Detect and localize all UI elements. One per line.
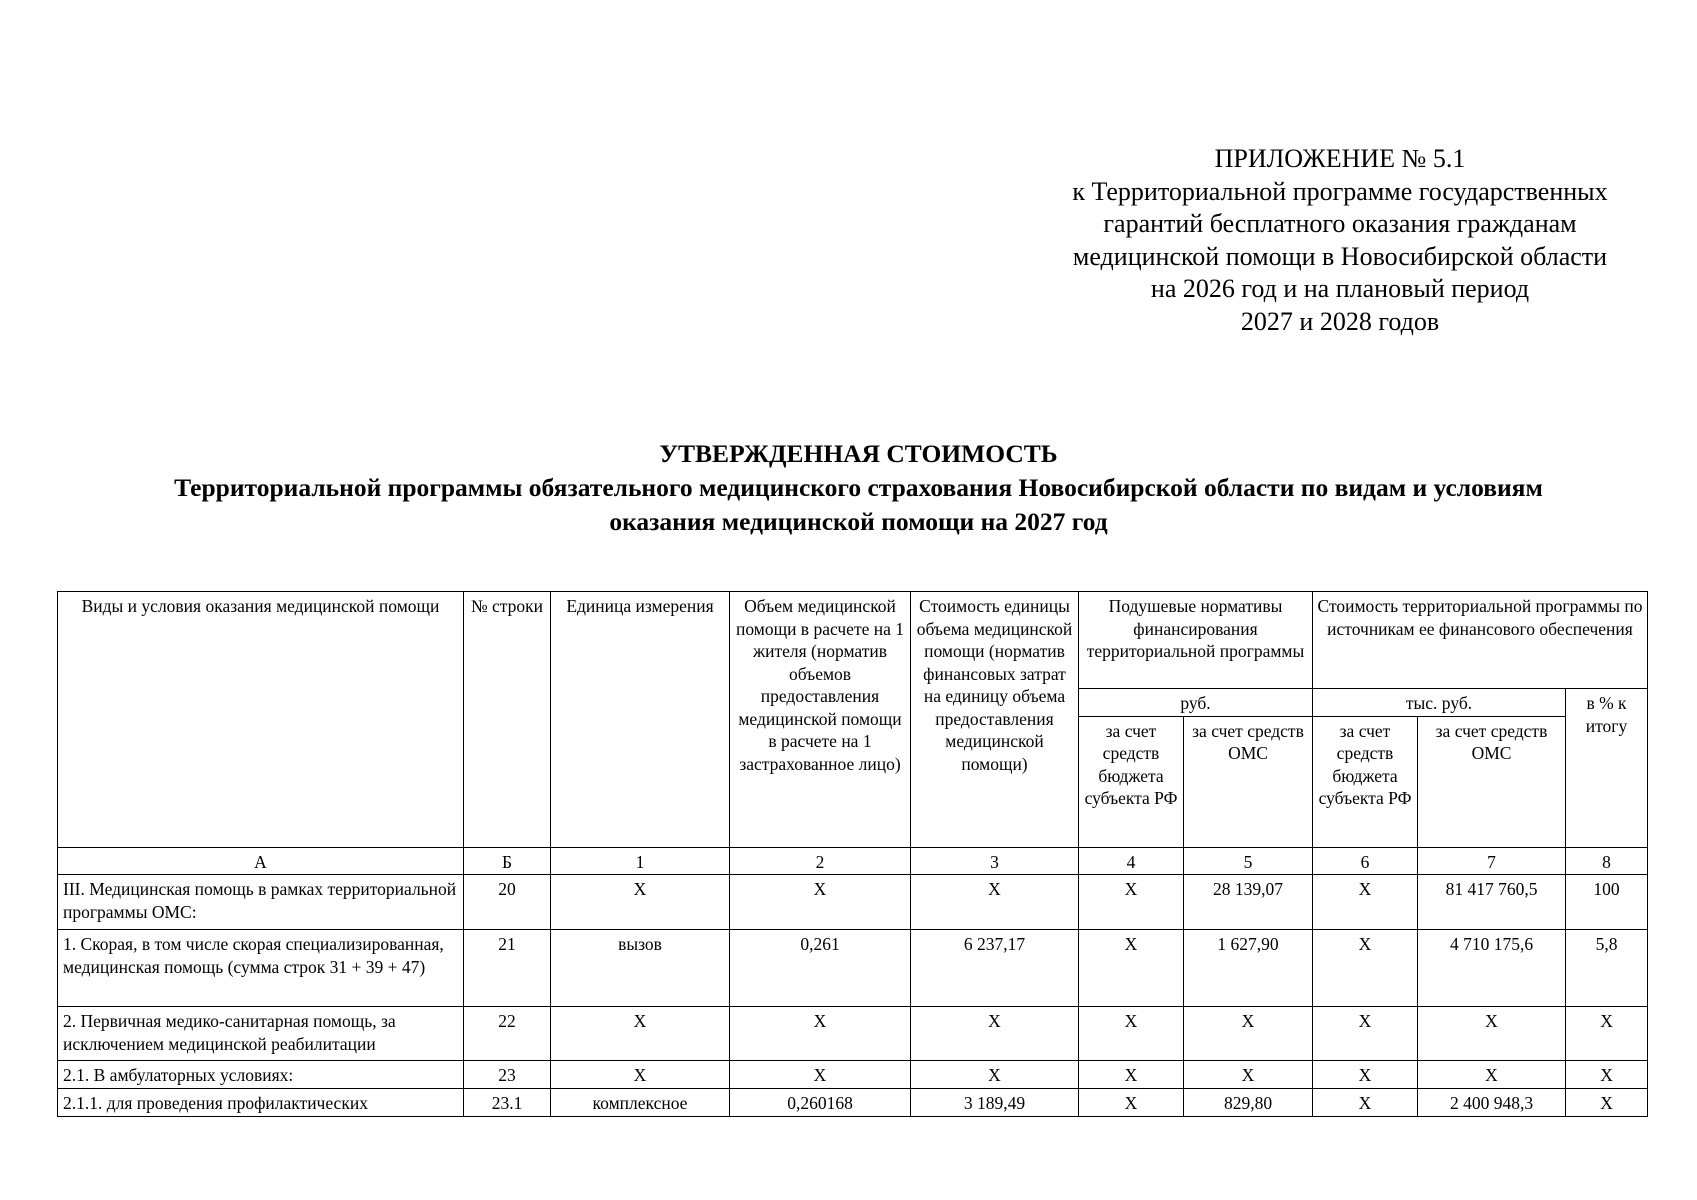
row-cell: Х <box>730 1061 911 1089</box>
row-cell: Х <box>1079 1089 1184 1117</box>
row-cell: 23.1 <box>464 1089 551 1117</box>
document-subtitle-line-1: Территориальной программы обязательного медицинского страхования Новосибирской области по видам и условиям <box>174 473 1543 502</box>
row-cell: Х <box>1418 1007 1566 1061</box>
row-cell: вызов <box>551 930 730 1007</box>
row-cell: Х <box>730 875 911 930</box>
column-index: 6 <box>1313 847 1418 875</box>
row-cell: Х <box>1313 1089 1418 1117</box>
row-cell: 829,80 <box>1184 1089 1313 1117</box>
row-cell: Х <box>1079 1007 1184 1061</box>
row-cell: Х <box>1184 1061 1313 1089</box>
row-cell: 3 189,49 <box>911 1089 1079 1117</box>
row-cell: Х <box>730 1007 911 1061</box>
row-cell: Х <box>911 1007 1079 1061</box>
row-cell: Х <box>551 1007 730 1061</box>
row-name: III. Медицинская помощь в рамках территориальной программы ОМС: <box>58 875 464 930</box>
appendix-line: ПРИЛОЖЕНИЕ № 5.1 <box>1214 144 1466 173</box>
row-cell: 81 417 760,5 <box>1418 875 1566 930</box>
header-program-cost: Стоимость территориальной программы по источникам ее финансового обеспечения <box>1313 592 1648 689</box>
row-cell: Х <box>1184 1007 1313 1061</box>
row-cell: Х <box>1313 1061 1418 1089</box>
column-index: А <box>58 847 464 875</box>
column-index: 2 <box>730 847 911 875</box>
row-name: 2.1.1. для проведения профилактических <box>58 1089 464 1117</box>
column-index: 7 <box>1418 847 1566 875</box>
appendix-line: гарантий бесплатного оказания гражданам <box>1103 209 1577 238</box>
row-cell: 21 <box>464 930 551 1007</box>
row-cell: Х <box>1313 930 1418 1007</box>
header-oms-rub: за счет средств ОМС <box>1184 716 1313 847</box>
row-cell: Х <box>911 1061 1079 1089</box>
row-cell: 22 <box>464 1007 551 1061</box>
column-index: 5 <box>1184 847 1313 875</box>
row-cell: Х <box>1079 930 1184 1007</box>
table-row <box>58 930 1648 1007</box>
header-budget-rub: за счет средств бюджета субъекта РФ <box>1079 716 1184 847</box>
header-kind: Виды и условия оказания медицинской помощи <box>58 592 464 848</box>
appendix-line: на 2026 год и на плановый период <box>1150 274 1530 303</box>
row-name: 2. Первичная медико-санитарная помощь, за исключением медицинской реабилитации <box>58 1007 464 1061</box>
row-cell: 100 <box>1566 875 1648 930</box>
row-cell: 4 710 175,6 <box>1418 930 1566 1007</box>
column-index: Б <box>464 847 551 875</box>
header-thousand-rub: тыс. руб. <box>1313 689 1566 717</box>
row-cell: Х <box>1566 1007 1648 1061</box>
row-name: 1. Скорая, в том числе скорая специализированная, медицинская помощь (сумма строк 31 + 39 + 47) <box>58 930 464 1007</box>
row-cell: Х <box>1313 875 1418 930</box>
row-cell: Х <box>1079 1061 1184 1089</box>
column-index: 4 <box>1079 847 1184 875</box>
header-per-capita: Подушевые нормативы финансирования территориальной программы <box>1079 592 1313 689</box>
table-row <box>58 875 1648 930</box>
row-cell: Х <box>1313 1007 1418 1061</box>
header-budget-thousand: за счет средств бюджета субъекта РФ <box>1313 716 1418 847</box>
header-unit-cost: Стоимость единицы объема медицинской помощи (норматив финансовых затрат на единицу объема предоставления медицинской помощи) <box>911 592 1079 848</box>
row-cell: 5,8 <box>1566 930 1648 1007</box>
row-cell: 2 400 948,3 <box>1418 1089 1566 1117</box>
header-row-top <box>58 592 1648 689</box>
appendix-line: медицинской помощи в Новосибирской области <box>1072 241 1608 271</box>
row-cell: Х <box>551 875 730 930</box>
row-cell: Х <box>1566 1089 1648 1117</box>
row-cell: 0,260168 <box>730 1089 911 1117</box>
appendix-line: к Территориальной программе государственных <box>1072 176 1608 206</box>
header-volume: Объем медицинской помощи в расчете на 1 жителя (норматив объемов предоставления медицинской помощи в расчете на 1 застрахованное лицо) <box>730 592 911 848</box>
appendix-block <box>1040 143 1640 338</box>
column-index: 8 <box>1566 847 1648 875</box>
table-row <box>58 1061 1648 1089</box>
row-cell: 6 237,17 <box>911 930 1079 1007</box>
row-cell: 23 <box>464 1061 551 1089</box>
header-oms-thousand: за счет средств ОМС <box>1418 716 1566 847</box>
row-cell: комплексное <box>551 1089 730 1117</box>
column-index: 1 <box>551 847 730 875</box>
header-percent: в % к итогу <box>1566 689 1648 848</box>
document-heading <box>40 437 1677 539</box>
row-cell: Х <box>551 1061 730 1089</box>
row-cell: 0,261 <box>730 930 911 1007</box>
appendix-line: 2027 и 2028 годов <box>1240 306 1440 336</box>
header-rub: руб. <box>1079 689 1313 717</box>
table-row <box>58 1007 1648 1061</box>
row-name: 2.1. В амбулаторных условиях: <box>58 1061 464 1089</box>
column-index: 3 <box>911 847 1079 875</box>
row-cell: Х <box>1079 875 1184 930</box>
header-unit: Единица измерения <box>551 592 730 848</box>
row-cell: 28 139,07 <box>1184 875 1313 930</box>
column-index-row <box>58 847 1648 875</box>
row-cell: 1 627,90 <box>1184 930 1313 1007</box>
cost-table <box>57 591 1648 1117</box>
row-cell: Х <box>1418 1061 1566 1089</box>
table-row <box>58 1089 1648 1117</box>
row-cell: Х <box>911 875 1079 930</box>
header-row-no: № строки <box>464 592 551 848</box>
document-subtitle-line-2: оказания медицинской помощи на 2027 год <box>609 507 1108 536</box>
document-title: УТВЕРЖДЕННАЯ СТОИМОСТЬ <box>659 439 1058 468</box>
row-cell: Х <box>1566 1061 1648 1089</box>
row-cell: 20 <box>464 875 551 930</box>
